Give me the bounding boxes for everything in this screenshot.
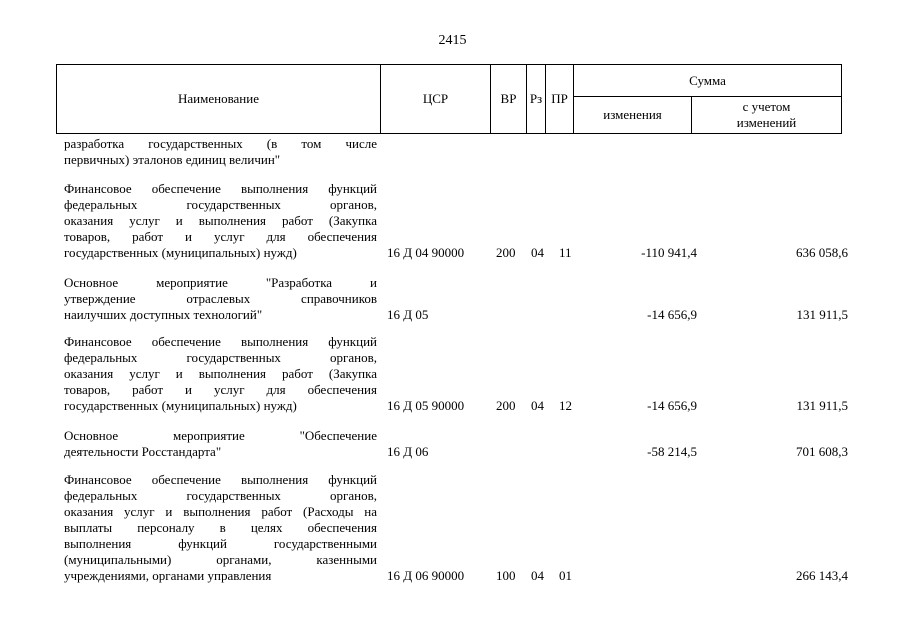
row-name-line: оказания услуг и выполнения работ (Закупка — [64, 366, 377, 381]
row-name-line: товаров, работ и услуг для обеспечения — [64, 382, 377, 397]
page-number: 2415 — [438, 33, 467, 48]
header-vr: ВР — [491, 65, 527, 134]
row-name-line: товаров, работ и услуг для обеспечения — [64, 229, 377, 244]
row-name — [64, 334, 377, 414]
row-name-line: государственных (муниципальных) нужд) — [64, 398, 297, 413]
row-name-line: федеральных государственных органов, — [64, 350, 377, 365]
row-name-line: Основное мероприятие "Разработка и — [64, 275, 377, 290]
row-total: 701 608,3 — [796, 444, 848, 459]
row-name-line: оказания услуг и выполнения работ (Закупка — [64, 213, 377, 228]
row-change: -14 656,9 — [647, 398, 697, 413]
header-csr: ЦСР — [381, 65, 491, 134]
header-rz: Рз — [527, 65, 546, 134]
header-pr: ПР — [546, 65, 574, 134]
row-name-line: федеральных государственных органов, — [64, 488, 377, 503]
row-vr: 100 — [496, 568, 516, 583]
row-name-line: Финансовое обеспечение выполнения функций — [64, 334, 377, 349]
row-csr: 16 Д 05 90000 — [387, 398, 465, 413]
header-sum: Сумма — [574, 65, 842, 97]
row-csr: 16 Д 06 90000 — [387, 568, 465, 583]
row-csr: 16 Д 06 — [387, 444, 429, 459]
header-name: Наименование — [57, 65, 381, 134]
row-vr: 200 — [496, 398, 516, 413]
row-vr: 200 — [496, 245, 516, 260]
row-name-line: деятельности Росстандарта" — [64, 444, 222, 459]
row-name — [64, 428, 377, 460]
row-name — [64, 275, 377, 323]
row-rz: 04 — [531, 398, 544, 413]
row-csr: 16 Д 05 — [387, 307, 429, 322]
row-name-line: Основное мероприятие "Обеспечение — [64, 428, 377, 443]
row-name-line: Финансовое обеспечение выполнения функций — [64, 472, 377, 487]
row-rz: 04 — [531, 245, 544, 260]
row-change: -110 941,4 — [641, 245, 697, 260]
row-change: -58 214,5 — [647, 444, 697, 459]
row-pr: 11 — [559, 245, 572, 260]
row-rz: 04 — [531, 568, 544, 583]
row-total: 131 911,5 — [796, 398, 848, 413]
row-name-line: выплаты персоналу в целях обеспечения — [64, 520, 377, 535]
row-name — [64, 472, 377, 584]
row-name-line: утверждение отраслевых справочников — [64, 291, 377, 306]
row-name-line: разработка государственных (в том числе — [64, 136, 377, 151]
row-pr: 01 — [559, 568, 572, 583]
row-name — [64, 181, 377, 261]
header-total-line2: изменений — [736, 115, 797, 130]
row-name-line: государственных (муниципальных) нужд) — [64, 245, 297, 260]
row-name-line: первичных) эталонов единиц величин" — [64, 152, 281, 167]
row-total: 131 911,5 — [796, 307, 848, 322]
row-name-line: (муниципальными) органами, казенными — [64, 552, 377, 567]
header-total-line1: с учетом — [742, 99, 791, 114]
row-name-line: учреждениями, органами управления — [64, 568, 272, 583]
row-name-line: федеральных государственных органов, — [64, 197, 377, 212]
row-name-line: оказания услуг и выполнения работ (Расходы на — [64, 504, 377, 519]
row-change: -14 656,9 — [647, 307, 697, 322]
row-pr: 12 — [559, 398, 572, 413]
header-change: изменения — [574, 97, 692, 134]
row-csr: 16 Д 04 90000 — [387, 245, 465, 260]
row-name-line: выполнения функций государственными — [64, 536, 377, 551]
row-name — [64, 136, 377, 168]
row-total: 636 058,6 — [796, 245, 848, 260]
row-total: 266 143,4 — [796, 568, 848, 583]
row-name-line: Финансовое обеспечение выполнения функций — [64, 181, 377, 196]
row-name-line: наилучших доступных технологий" — [64, 307, 263, 322]
